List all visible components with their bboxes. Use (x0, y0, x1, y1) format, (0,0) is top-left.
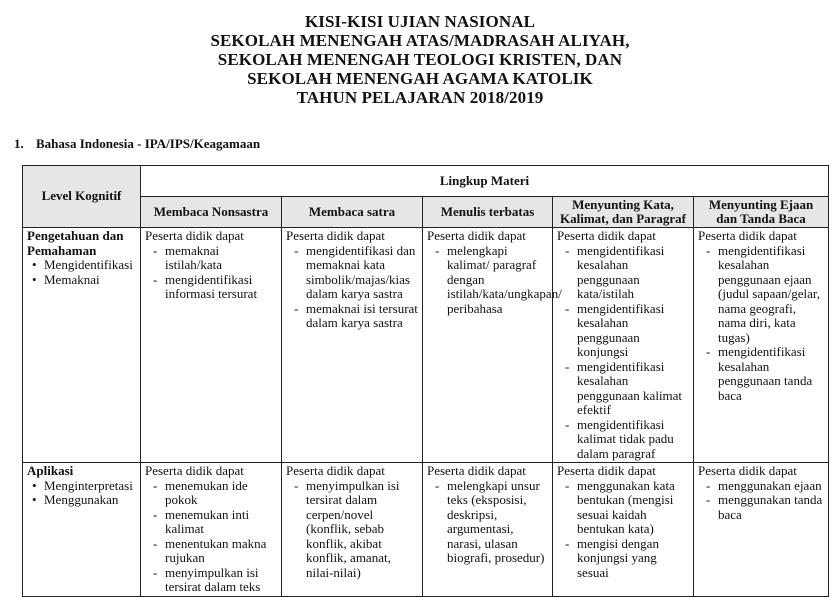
level-item-list (27, 479, 136, 508)
title-line-2: SEKOLAH MENENGAH ATAS/MADRASAH ALIYAH, (210, 31, 630, 50)
indicator-cell (694, 228, 829, 463)
indicator-intro: Peserta didik dapat (286, 228, 385, 243)
column-header: Menyunting Ejaan dan Tanda Baca (694, 197, 829, 228)
indicator-item: - menggunakan kata bentukan (mengisi sesuai kaidah bentukan kata) (577, 479, 689, 537)
section-label: Bahasa Indonesia - IPA/IPS/Keagamaan (36, 136, 261, 151)
title-line-1: KISI-KISI UJIAN NASIONAL (304, 12, 536, 31)
column-header: Membaca satra (282, 197, 423, 228)
kisi-kisi-table (22, 165, 829, 597)
indicator-list (698, 479, 824, 523)
indicator-item: - menemukan inti kalimat (165, 508, 277, 537)
header-row-2 (23, 197, 829, 228)
level-item: • Menginterpretasi (44, 479, 136, 494)
indicator-cell (282, 228, 423, 463)
level-cell (23, 463, 141, 597)
header-row-1 (23, 166, 829, 197)
indicator-intro: Peserta didik dapat (427, 463, 526, 478)
indicator-item: - mengidentifikasi kesalahan penggunaan kalimat efektif (577, 360, 689, 418)
level-title: Pengetahuan dan Pemahaman (27, 228, 124, 258)
indicator-list (557, 479, 689, 581)
level-item: • Menggunakan (44, 493, 136, 508)
indicator-intro: Peserta didik dapat (557, 228, 656, 243)
level-cell (23, 228, 141, 463)
section-heading (14, 136, 260, 152)
level-title: Aplikasi (27, 463, 74, 478)
indicator-item: - menyimpulkan isi tersirat dalam teks (165, 566, 277, 595)
indicator-intro: Peserta didik dapat (145, 463, 244, 478)
section-number: 1. (14, 136, 24, 151)
level-item: • Mengidentifikasi (44, 258, 136, 273)
indicator-list (145, 244, 277, 302)
indicator-list (286, 244, 418, 331)
indicator-item: - melengkapi kalimat/ paragraf dengan istilah/kata/ungkapan/ peribahasa (447, 244, 548, 317)
indicator-cell (694, 463, 829, 597)
indicator-item: - menyimpulkan isi tersirat dalam cerpen/novel (konflik, sebab konflik, akibat konflik, amanat, nilai-nilai) (306, 479, 418, 581)
indicator-list (557, 244, 689, 462)
indicator-list (286, 479, 418, 581)
column-header: Menulis terbatas (423, 197, 553, 228)
lingkup-materi-header: Lingkup Materi (141, 166, 829, 197)
indicator-item: - menentukan makna rujukan (165, 537, 277, 566)
table-body (23, 228, 829, 597)
indicator-item: - mengidentifikasi kesalahan penggunaan kata/istilah (577, 244, 689, 302)
indicator-cell (553, 228, 694, 463)
indicator-item: - mengidentifikasi dan memaknai kata simbolik/majas/kias dalam karya sastra (306, 244, 418, 302)
indicator-intro: Peserta didik dapat (698, 228, 797, 243)
indicator-intro: Peserta didik dapat (557, 463, 656, 478)
level-kognitif-header: Level Kognitif (23, 166, 141, 228)
indicator-cell (282, 463, 423, 597)
indicator-list (145, 479, 277, 595)
indicator-intro: Peserta didik dapat (427, 228, 526, 243)
indicator-item: - mengidentifikasi kesalahan penggunaan konjungsi (577, 302, 689, 360)
indicator-item: - mengidentifikasi kalimat tidak padu dalam paragraf (577, 418, 689, 462)
indicator-list (427, 479, 548, 566)
indicator-cell (141, 463, 282, 597)
level-item-list (27, 258, 136, 287)
indicator-list (427, 242, 562, 317)
indicator-list (698, 244, 824, 404)
indicator-item: - mengidentifikasi kesalahan penggunaan ejaan (judul sapaan/gelar, nama geografi, nama diri, kata tugas) (718, 244, 824, 346)
table-row (23, 228, 829, 463)
indicator-item: - mengisi dengan konjungsi yang sesuai (577, 537, 689, 581)
indicator-intro: Peserta didik dapat (698, 463, 797, 478)
column-header: Menyunting Kata, Kalimat, dan Paragraf (553, 197, 694, 228)
indicator-cell (141, 228, 282, 463)
indicator-item: - mengidentifikasi kesalahan penggunaan tanda baca (718, 345, 824, 403)
indicator-item: - memaknai isi tersurat dalam karya sastra (306, 302, 418, 331)
title-line-5: TAHUN PELAJARAN 2018/2019 (296, 88, 544, 107)
title-line-3: SEKOLAH MENENGAH TEOLOGI KRISTEN, DAN (217, 50, 623, 69)
indicator-intro: Peserta didik dapat (286, 463, 385, 478)
indicator-item: - mengidentifikasi informasi tersurat (165, 273, 277, 302)
indicator-item: - menemukan ide pokok (165, 479, 277, 508)
indicator-intro: Peserta didik dapat (145, 228, 244, 243)
indicator-item: - memaknai istilah/kata (165, 244, 277, 273)
title-line-4: SEKOLAH MENENGAH AGAMA KATOLIK (247, 69, 593, 88)
indicator-cell (423, 228, 562, 463)
indicator-cell (423, 463, 553, 597)
table-row (23, 463, 829, 597)
indicator-cell (553, 463, 694, 597)
document-title (0, 12, 840, 107)
indicator-item: - melengkapi unsur teks (eksposisi, deskripsi, argumentasi, narasi, ulasan biografi, prosedur) (447, 479, 548, 566)
indicator-item: - menggunakan tanda baca (718, 493, 824, 522)
indicator-item: - menggunakan ejaan (718, 479, 824, 494)
level-item: • Memaknai (44, 273, 136, 288)
column-header: Membaca Nonsastra (141, 197, 282, 228)
